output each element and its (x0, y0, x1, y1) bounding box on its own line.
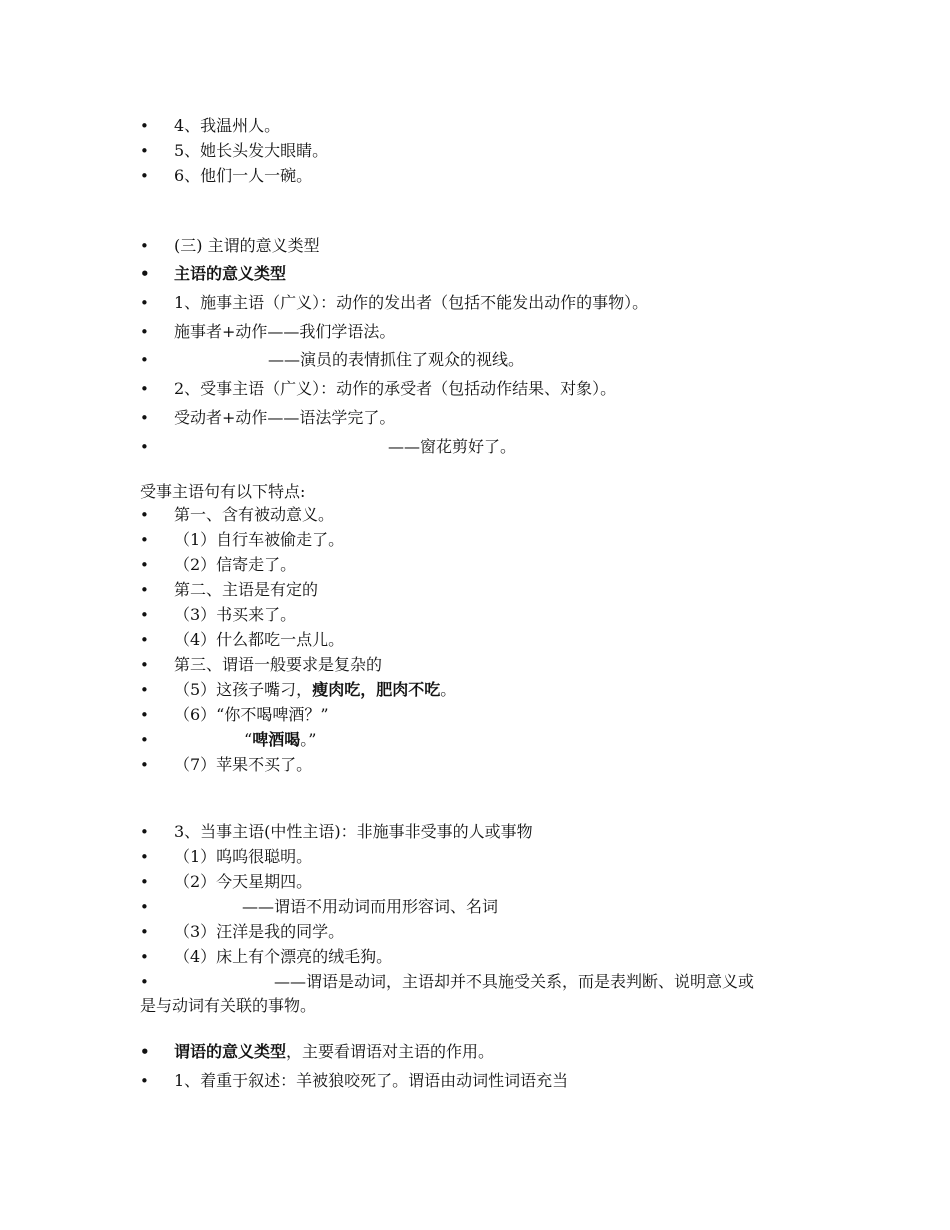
bullet-icon: • (140, 873, 149, 891)
bullet-icon: • (140, 581, 149, 599)
list-item-text: 2、受事主语（广义）：动作的承受者（包括动作结果、对象）。 (174, 379, 617, 398)
list-item-text: （4）什么都吃一点儿。 (174, 630, 345, 649)
list-item-text: （6）“你不喝啤酒？” (174, 705, 329, 724)
example-suffix: 。 (440, 680, 457, 699)
bullet-icon: • (140, 167, 149, 185)
list-item-text: 5、她长头发大眼睛。 (174, 141, 329, 160)
bullet-icon: • (140, 380, 149, 398)
list-item-text (174, 680, 456, 700)
bullet-icon: • (140, 731, 149, 749)
bullet-icon: • (140, 848, 149, 866)
list-item-text: （2）今天星期四。 (174, 872, 313, 891)
list-item-text: 1、着重于叙述：羊被狼咬死了。谓语由动词性词语充当 (174, 1071, 569, 1090)
list-item-text: 第三、谓语一般要求是复杂的 (174, 655, 383, 674)
subject-heading: 主语的意义类型 (174, 264, 287, 283)
bullet-icon: • (140, 1043, 150, 1061)
bullet-icon: • (140, 973, 149, 991)
list-item-text: ——演员的表情抓住了观众的视线。 (268, 350, 525, 369)
bullet-icon: • (140, 923, 149, 941)
bullet-icon: • (140, 823, 149, 841)
list-item-text: 6、他们一人一碗。 (174, 166, 313, 185)
bullet-icon: • (140, 294, 149, 312)
bullet-icon: • (140, 948, 149, 966)
bullet-icon: • (140, 265, 150, 283)
features-intro: 受事主语句有以下特点: (140, 482, 306, 501)
bullet-icon: • (140, 898, 149, 916)
example-suffix: 。” (300, 730, 317, 749)
list-item-text: （1）自行车被偷走了。 (174, 530, 345, 549)
list-item-text: 施事者+动作——我们学语法。 (174, 322, 396, 341)
bullet-icon: • (140, 756, 149, 774)
list-item-text: （3）汪洋是我的同学。 (174, 922, 345, 941)
bullet-icon: • (140, 237, 149, 255)
bullet-icon: • (140, 351, 149, 369)
list-item-text: ——谓语是动词，主语却并不具施受关系，而是表判断、说明意义或 (274, 972, 755, 991)
predicate-heading-rest: ，主要看谓语对主语的作用。 (286, 1042, 495, 1061)
list-item-text: ——谓语不用动词而用形容词、名词 (242, 897, 499, 916)
bullet-icon: • (140, 1072, 149, 1090)
list-item-text: 受动者+动作——语法学完了。 (174, 408, 396, 427)
bullet-icon: • (140, 606, 149, 624)
list-item-text: 第二、主语是有定的 (174, 580, 319, 599)
bullet-icon: • (140, 117, 149, 135)
section-heading: (三) 主谓的意义类型 (174, 236, 320, 255)
list-item-text: 4、我温州人。 (174, 116, 281, 135)
bullet-icon: • (140, 556, 149, 574)
bullet-icon: • (140, 409, 149, 427)
bullet-icon: • (140, 438, 149, 456)
predicate-heading: 谓语的意义类型 (174, 1042, 287, 1061)
list-item-text: 3、当事主语(中性主语)：非施事非受事的人或事物 (174, 822, 533, 841)
bullet-icon: • (140, 631, 149, 649)
list-item-text: 第一、含有被动意义。 (174, 505, 335, 524)
list-item-text: （7）苹果不买了。 (174, 755, 313, 774)
bullet-icon: • (140, 506, 149, 524)
bullet-icon: • (140, 656, 149, 674)
list-item-text (174, 1042, 494, 1062)
list-item-text: （4）床上有个漂亮的绒毛狗。 (174, 947, 393, 966)
bullet-icon: • (140, 706, 149, 724)
bullet-icon: • (140, 531, 149, 549)
example-bold: 啤酒喝 (252, 730, 301, 749)
list-item-text: （2）信寄走了。 (174, 555, 297, 574)
example-bold: 瘦肉吃，肥肉不吃 (312, 680, 441, 699)
list-item-text: （3）书买来了。 (174, 605, 297, 624)
list-item-continuation: 是与动词有关联的事物。 (140, 996, 317, 1015)
bullet-icon: • (140, 142, 149, 160)
example-prefix: “ (244, 730, 253, 749)
bullet-icon: • (140, 681, 149, 699)
list-item-text: （1）呜呜很聪明。 (174, 847, 313, 866)
example-prefix: （5）这孩子嘴刁， (174, 680, 313, 699)
list-item-text: ——窗花剪好了。 (388, 437, 517, 456)
bullet-icon: • (140, 323, 149, 341)
list-item-text (244, 730, 316, 750)
list-item-text: 1、施事主语（广义）：动作的发出者（包括不能发出动作的事物）。 (174, 293, 649, 312)
